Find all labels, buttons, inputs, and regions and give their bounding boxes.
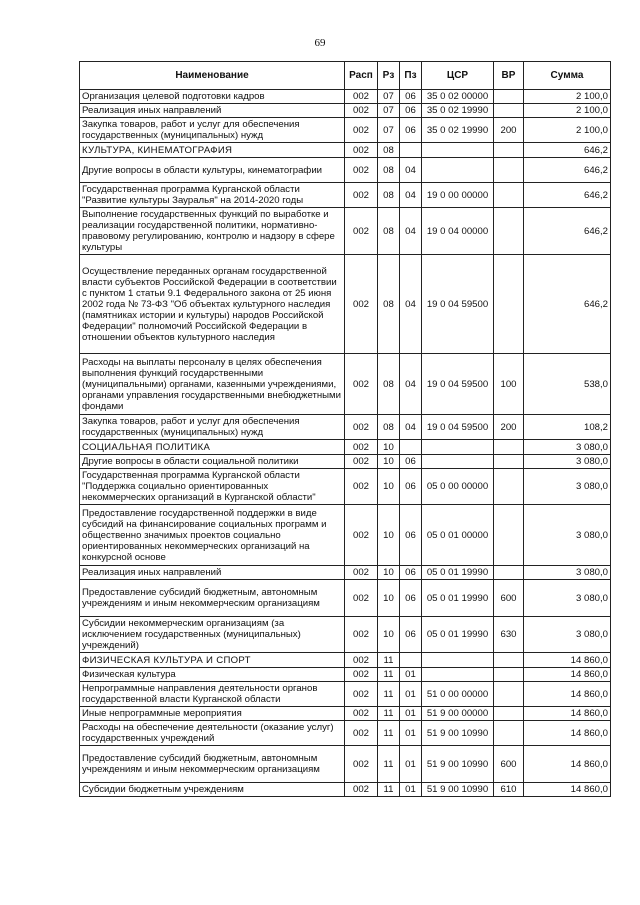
cell-vr [494, 682, 524, 707]
budget-table [79, 61, 611, 797]
cell-sum: 646,2 [524, 143, 611, 158]
cell-vr [494, 143, 524, 158]
cell-sum: 646,2 [524, 208, 611, 255]
cell-rz: 08 [378, 354, 400, 415]
cell-name: Иные непрограммные мероприятия [80, 707, 345, 721]
cell-rasp: 002 [345, 580, 378, 617]
cell-pz: 04 [400, 158, 422, 183]
cell-rz: 11 [378, 682, 400, 707]
cell-sum: 108,2 [524, 415, 611, 440]
cell-vr [494, 469, 524, 505]
cell-sum: 3 080,0 [524, 617, 611, 653]
cell-vr [494, 183, 524, 208]
table-row [80, 354, 611, 415]
cell-rz: 08 [378, 143, 400, 158]
cell-sum: 538,0 [524, 354, 611, 415]
cell-name: Выполнение государственных функций по выработке и реализации государственной политики, нормативно-правовому регулированию, контролю и надзору в сфере культуры [80, 208, 345, 255]
cell-name: Непрограммные направления деятельности органов государственной власти Курганской области [80, 682, 345, 707]
cell-sum: 14 860,0 [524, 721, 611, 746]
cell-csr: 19 0 00 00000 [422, 183, 494, 208]
cell-vr [494, 566, 524, 580]
cell-sum: 2 100,0 [524, 104, 611, 118]
cell-vr: 630 [494, 617, 524, 653]
cell-csr: 51 9 00 10990 [422, 721, 494, 746]
cell-name: Предоставление субсидий бюджетным, автономным учреждениям и иным некоммерческим организациям [80, 746, 345, 783]
cell-vr [494, 707, 524, 721]
cell-vr [494, 158, 524, 183]
cell-rasp: 002 [345, 469, 378, 505]
cell-csr: 05 0 01 19990 [422, 580, 494, 617]
cell-rasp: 002 [345, 668, 378, 682]
cell-rz: 10 [378, 440, 400, 455]
cell-name: Субсидии бюджетным учреждениям [80, 783, 345, 797]
cell-name: Другие вопросы в области культуры, кинематографии [80, 158, 345, 183]
cell-rasp: 002 [345, 566, 378, 580]
cell-rasp: 002 [345, 505, 378, 566]
table-row [80, 617, 611, 653]
cell-name: Физическая культура [80, 668, 345, 682]
column-header-rasp: Расп [345, 62, 378, 90]
cell-pz: 06 [400, 580, 422, 617]
cell-vr [494, 505, 524, 566]
cell-pz: 06 [400, 118, 422, 143]
cell-sum: 646,2 [524, 183, 611, 208]
table-row [80, 104, 611, 118]
cell-csr: 05 0 01 19990 [422, 566, 494, 580]
cell-rasp: 002 [345, 118, 378, 143]
cell-rz: 10 [378, 469, 400, 505]
cell-csr: 35 0 02 19990 [422, 118, 494, 143]
table-row [80, 566, 611, 580]
cell-pz [400, 440, 422, 455]
table-row [80, 682, 611, 707]
cell-csr: 51 9 00 10990 [422, 746, 494, 783]
cell-sum: 14 860,0 [524, 746, 611, 783]
cell-rz: 11 [378, 746, 400, 783]
cell-vr [494, 90, 524, 104]
cell-pz: 01 [400, 746, 422, 783]
table-row [80, 469, 611, 505]
cell-rz: 08 [378, 208, 400, 255]
cell-rasp: 002 [345, 707, 378, 721]
cell-rz: 08 [378, 158, 400, 183]
cell-sum: 646,2 [524, 255, 611, 354]
cell-rz: 07 [378, 104, 400, 118]
table-row [80, 668, 611, 682]
cell-sum: 3 080,0 [524, 455, 611, 469]
column-header-sum: Сумма [524, 62, 611, 90]
cell-rasp: 002 [345, 617, 378, 653]
cell-name: Государственная программа Курганской области "Поддержка социально ориентированных некоммерческих организаций в Курганской области" [80, 469, 345, 505]
cell-pz: 01 [400, 707, 422, 721]
table-row [80, 158, 611, 183]
cell-rz: 11 [378, 707, 400, 721]
cell-csr: 05 0 01 19990 [422, 617, 494, 653]
cell-csr: 51 9 00 10990 [422, 783, 494, 797]
cell-rz: 11 [378, 783, 400, 797]
cell-csr [422, 653, 494, 668]
cell-rasp: 002 [345, 682, 378, 707]
cell-vr [494, 440, 524, 455]
cell-csr [422, 455, 494, 469]
table-row [80, 90, 611, 104]
cell-vr: 200 [494, 118, 524, 143]
cell-pz: 06 [400, 617, 422, 653]
column-header-rz: Рз [378, 62, 400, 90]
cell-name: Субсидии некоммерческим организациям (за исключением государственных (муниципальных) учреждений) [80, 617, 345, 653]
cell-sum: 14 860,0 [524, 653, 611, 668]
cell-sum: 3 080,0 [524, 505, 611, 566]
cell-csr: 19 0 04 59500 [422, 354, 494, 415]
cell-rz: 11 [378, 653, 400, 668]
column-header-vr: ВР [494, 62, 524, 90]
cell-vr [494, 653, 524, 668]
cell-pz: 06 [400, 104, 422, 118]
cell-sum: 2 100,0 [524, 90, 611, 104]
table-row [80, 415, 611, 440]
cell-vr [494, 668, 524, 682]
cell-rasp: 002 [345, 354, 378, 415]
cell-sum: 3 080,0 [524, 469, 611, 505]
cell-csr: 05 0 00 00000 [422, 469, 494, 505]
cell-sum: 14 860,0 [524, 682, 611, 707]
cell-name: Осуществление переданных органам государственной власти субъектов Российской Федерации в соответствии с пунктом 1 статьи 9.1 Федерального закона от 25 июня 2002 года № 73-ФЗ "Об объектах культурного наследия (памятниках истории и культуры) народов Российской Федерации" полномочий Российской Федерации в отношении объектов культурного наследия [80, 255, 345, 354]
cell-rasp: 002 [345, 90, 378, 104]
cell-sum: 3 080,0 [524, 580, 611, 617]
cell-pz: 01 [400, 682, 422, 707]
cell-name: Реализация иных направлений [80, 104, 345, 118]
cell-pz: 06 [400, 566, 422, 580]
cell-rz: 07 [378, 90, 400, 104]
cell-rz: 10 [378, 617, 400, 653]
cell-rasp: 002 [345, 143, 378, 158]
cell-vr [494, 208, 524, 255]
cell-rasp: 002 [345, 158, 378, 183]
cell-rz: 08 [378, 255, 400, 354]
cell-rasp: 002 [345, 415, 378, 440]
cell-rasp: 002 [345, 455, 378, 469]
cell-csr: 19 0 04 00000 [422, 208, 494, 255]
table-row [80, 208, 611, 255]
cell-csr: 35 0 02 19990 [422, 104, 494, 118]
cell-pz: 01 [400, 783, 422, 797]
cell-pz: 06 [400, 505, 422, 566]
cell-vr: 600 [494, 580, 524, 617]
cell-pz [400, 653, 422, 668]
cell-rz: 11 [378, 721, 400, 746]
cell-rz: 10 [378, 505, 400, 566]
cell-sum: 14 860,0 [524, 707, 611, 721]
cell-csr: 51 9 00 00000 [422, 707, 494, 721]
cell-sum: 14 860,0 [524, 783, 611, 797]
table-row [80, 721, 611, 746]
cell-name: Предоставление государственной поддержки в виде субсидий на финансирование социальных программ и общественно значимых проектов социально ориентированных некоммерческих организаций на конкурсной основе [80, 505, 345, 566]
cell-csr: 51 0 00 00000 [422, 682, 494, 707]
cell-pz: 06 [400, 455, 422, 469]
table-row [80, 783, 611, 797]
table-row [80, 255, 611, 354]
cell-pz: 04 [400, 354, 422, 415]
table-row [80, 505, 611, 566]
cell-name: СОЦИАЛЬНАЯ ПОЛИТИКА [80, 440, 345, 455]
cell-vr [494, 104, 524, 118]
cell-vr: 200 [494, 415, 524, 440]
cell-rasp: 002 [345, 783, 378, 797]
cell-rasp: 002 [345, 653, 378, 668]
cell-csr: 05 0 01 00000 [422, 505, 494, 566]
table-row [80, 580, 611, 617]
cell-csr: 19 0 04 59500 [422, 255, 494, 354]
cell-pz: 01 [400, 721, 422, 746]
cell-name: Закупка товаров, работ и услуг для обеспечения государственных (муниципальных) нужд [80, 118, 345, 143]
cell-rz: 10 [378, 580, 400, 617]
cell-pz: 04 [400, 208, 422, 255]
cell-vr [494, 721, 524, 746]
cell-rasp: 002 [345, 255, 378, 354]
cell-rz: 08 [378, 415, 400, 440]
cell-name: Другие вопросы в области социальной политики [80, 455, 345, 469]
column-header-csr: ЦСР [422, 62, 494, 90]
cell-pz: 06 [400, 90, 422, 104]
cell-sum: 3 080,0 [524, 440, 611, 455]
cell-csr [422, 668, 494, 682]
cell-csr [422, 158, 494, 183]
cell-pz [400, 143, 422, 158]
table-row [80, 183, 611, 208]
cell-vr [494, 255, 524, 354]
cell-name: Организация целевой подготовки кадров [80, 90, 345, 104]
cell-name: Расходы на обеспечение деятельности (оказание услуг) государственных учреждений [80, 721, 345, 746]
cell-rasp: 002 [345, 440, 378, 455]
cell-rasp: 002 [345, 183, 378, 208]
cell-sum: 2 100,0 [524, 118, 611, 143]
cell-sum: 14 860,0 [524, 668, 611, 682]
cell-rasp: 002 [345, 746, 378, 783]
page-number: 69 [314, 37, 326, 49]
section-row [80, 440, 611, 455]
table-row [80, 455, 611, 469]
cell-rz: 07 [378, 118, 400, 143]
cell-rasp: 002 [345, 721, 378, 746]
cell-csr [422, 440, 494, 455]
cell-rz: 10 [378, 566, 400, 580]
cell-vr: 600 [494, 746, 524, 783]
cell-sum: 3 080,0 [524, 566, 611, 580]
cell-vr [494, 455, 524, 469]
cell-rz: 10 [378, 455, 400, 469]
section-row [80, 143, 611, 158]
cell-vr: 100 [494, 354, 524, 415]
cell-rasp: 002 [345, 208, 378, 255]
cell-name: Реализация иных направлений [80, 566, 345, 580]
table-row [80, 746, 611, 783]
cell-pz: 06 [400, 469, 422, 505]
column-header-name: Наименование [80, 62, 345, 90]
cell-csr [422, 143, 494, 158]
cell-pz: 04 [400, 183, 422, 208]
cell-sum: 646,2 [524, 158, 611, 183]
cell-name: Закупка товаров, работ и услуг для обеспечения государственных (муниципальных) нужд [80, 415, 345, 440]
cell-pz: 04 [400, 255, 422, 354]
cell-vr: 610 [494, 783, 524, 797]
cell-name: КУЛЬТУРА, КИНЕМАТОГРАФИЯ [80, 143, 345, 158]
cell-rz: 11 [378, 668, 400, 682]
cell-pz: 01 [400, 668, 422, 682]
column-header-pz: Пз [400, 62, 422, 90]
table-header-row [80, 62, 611, 90]
cell-csr: 19 0 04 59500 [422, 415, 494, 440]
cell-pz: 04 [400, 415, 422, 440]
cell-rasp: 002 [345, 104, 378, 118]
section-row [80, 653, 611, 668]
cell-name: Государственная программа Курганской области "Развитие культуры Зауралья" на 2014-2020 годы [80, 183, 345, 208]
cell-name: Предоставление субсидий бюджетным, автономным учреждениям и иным некоммерческим организациям [80, 580, 345, 617]
cell-rz: 08 [378, 183, 400, 208]
table-row [80, 707, 611, 721]
cell-name: ФИЗИЧЕСКАЯ КУЛЬТУРА И СПОРТ [80, 653, 345, 668]
cell-name: Расходы на выплаты персоналу в целях обеспечения выполнения функций государственными (муниципальными) органами, казенными учреждениями, органами управления государственными внебюджетными фондами [80, 354, 345, 415]
table-row [80, 118, 611, 143]
cell-csr: 35 0 02 00000 [422, 90, 494, 104]
